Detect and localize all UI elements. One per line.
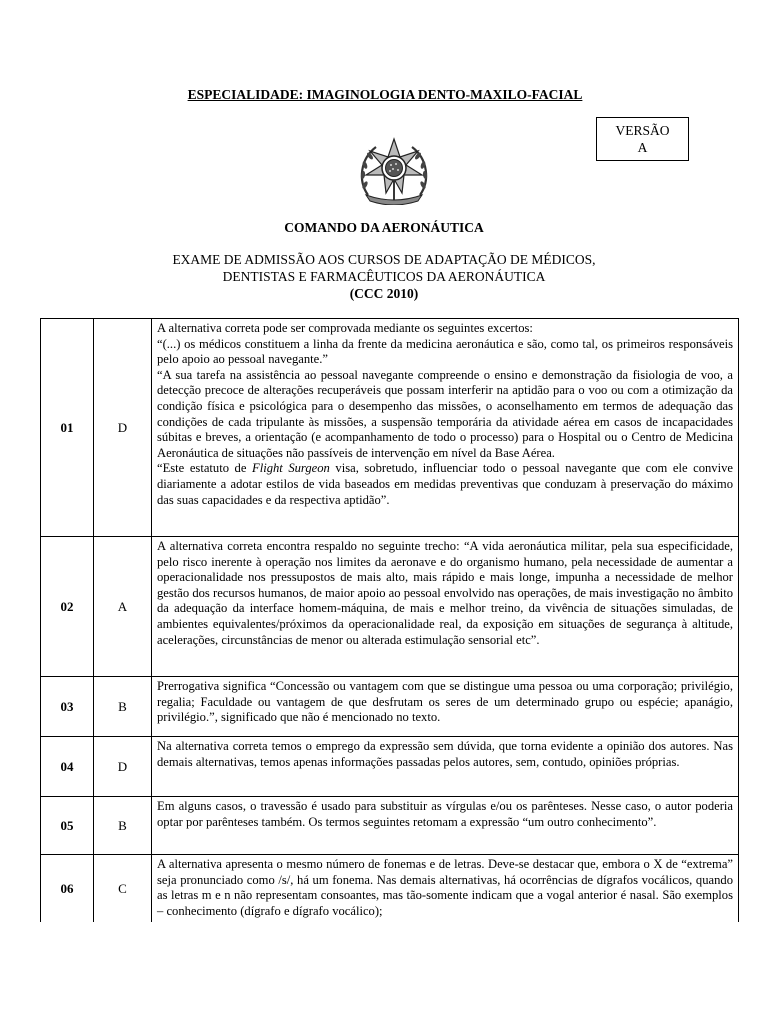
answer-letter: A xyxy=(94,537,152,677)
justification-text: Em alguns casos, o travessão é usado para substituir as vírgulas e/ou os parênteses. Nesse caso, o autor poderia optar por parênteses também. Os termos seguintes retomam a expressão “um outro conhecimento”. xyxy=(152,797,739,855)
italic-term: Flight Surgeon xyxy=(252,461,330,476)
table-row xyxy=(41,855,739,923)
exam-code: (CCC 2010) xyxy=(349,286,419,301)
answer-table-wrapper xyxy=(40,318,739,922)
question-number: 03 xyxy=(41,677,94,737)
question-number: 04 xyxy=(41,737,94,797)
justification-text: A alternativa correta encontra respaldo no seguinte trecho: “A vida aeronáutica militar, pela sua especificidade, pelo risco inerente à operação nos limites da aeronave e do organismo humano, pela necessidade de aumentar a operacionalidade nos pressupostos de mais alto, mais rápido e mais longe, impunha a necessidade de melhor gestão dos recursos humanos, de maior apoio ao pessoal envolvido nas operações, de mais investigação no âmbito da adequação da interface homem-máquina, de mais e melhor treino, da vivência de situações simuladas, de ambientes equivalentes/próximos da operacionalidade real, da exposição em situações de segurança à altitude, acelerações, circunstâncias de menor ou alterada estimulação sensorial etc”. xyxy=(152,537,739,677)
question-number: 01 xyxy=(41,319,94,537)
exam-title-line2: DENTISTAS E FARMACÊUTICOS DA AERONÁUTICA xyxy=(222,269,546,284)
justification-text: Na alternativa correta temos o emprego da expressão sem dúvida, que torna evidente a opinião dos autores. Nas demais alternativas, temos apenas informações passadas pelos autores, sem, contudo, opiniões próprias. xyxy=(152,737,739,797)
text-fragment: visa, sobretudo, influenciar todo o pessoal navegante que com ele convive diariamente a adotar estilos de vida baseados em medidas preventivas que conduzam à preservação do máximo das suas capacidades e da respectiva aptidão”. xyxy=(157,461,733,507)
question-number: 02 xyxy=(41,537,94,677)
question-number: 06 xyxy=(41,855,94,923)
version-box xyxy=(596,117,689,161)
justification-text xyxy=(152,319,739,537)
justification-paragraph: A alternativa correta pode ser comprovada mediante os seguintes excertos: xyxy=(157,321,533,335)
question-number: 05 xyxy=(41,797,94,855)
table-row xyxy=(41,319,739,537)
justification-paragraph: “(...) os médicos constituem a linha da frente da medicina aeronáutica e são, como tal, os primeiros responsáveis pelo apoio ao pessoal navegante.” xyxy=(157,336,733,367)
version-label: VERSÃO xyxy=(615,123,670,138)
version-value: A xyxy=(637,140,648,155)
answer-letter: C xyxy=(94,855,152,923)
justification-paragraph xyxy=(157,461,733,508)
answer-letter: D xyxy=(94,319,152,537)
command-title: COMANDO DA AERONÁUTICA xyxy=(284,220,484,235)
text-fragment: “Este estatuto de xyxy=(157,461,252,476)
exam-title xyxy=(0,251,768,302)
answer-letter: B xyxy=(94,677,152,737)
justification-text: A alternativa apresenta o mesmo número de fonemas e de letras. Deve-se destacar que, embora o X de “extrema” seja pronunciado como /s/, há um fonema. Nas demais alternativas, há ocorrências de dígrafos vocálicos, quando as letras m e n não representam consoantes, mas tão-somente indicam que a vogal anterior é nasal. São exemplos – conhecimento (dígrafo e dígrafo vocálico); xyxy=(152,855,739,923)
justification-paragraph: “A sua tarefa na assistência ao pessoal navegante compreende o ensino e demonstração da fisiologia de voo, a detecção precoce de alterações recuperáveis que possam interferir na aptidão para o voo ou com a otimização da condição física e psicológica para o desempenho das missões, o aconselhamento em termos de adequação das condições de cada tripulante às missões, a suspensão temporária da atividade aérea em casos de incapacidades súbitas e breves, a orientação (e acompanhamento de todo o processo) para o Hospital ou o Centro de Medicina Aeronáutica de situações não passíveis de intervenção em nível da Base Aérea. xyxy=(157,367,733,460)
table-row xyxy=(41,737,739,797)
exam-title-line1: EXAME DE ADMISSÃO AOS CURSOS DE ADAPTAÇÃO DE MÉDICOS, xyxy=(172,252,596,267)
table-row xyxy=(41,537,739,677)
table-row xyxy=(41,677,739,737)
justification-text: Prerrogativa significa “Concessão ou vantagem com que se distingue uma pessoa ou uma corporação; privilégio, regalia; Faculdade ou vantagem de que desfrutam os seres de um determinado grupo ou espécie; apanágio, privilégio.”, significado que não é mencionado no texto. xyxy=(152,677,739,737)
answer-letter: D xyxy=(94,737,152,797)
table-row xyxy=(41,797,739,855)
answer-table xyxy=(40,318,739,922)
coat-of-arms-icon xyxy=(356,137,432,205)
specialty-title: ESPECIALIDADE: IMAGINOLOGIA DENTO-MAXILO-FACIAL xyxy=(187,87,583,102)
answer-letter: B xyxy=(94,797,152,855)
